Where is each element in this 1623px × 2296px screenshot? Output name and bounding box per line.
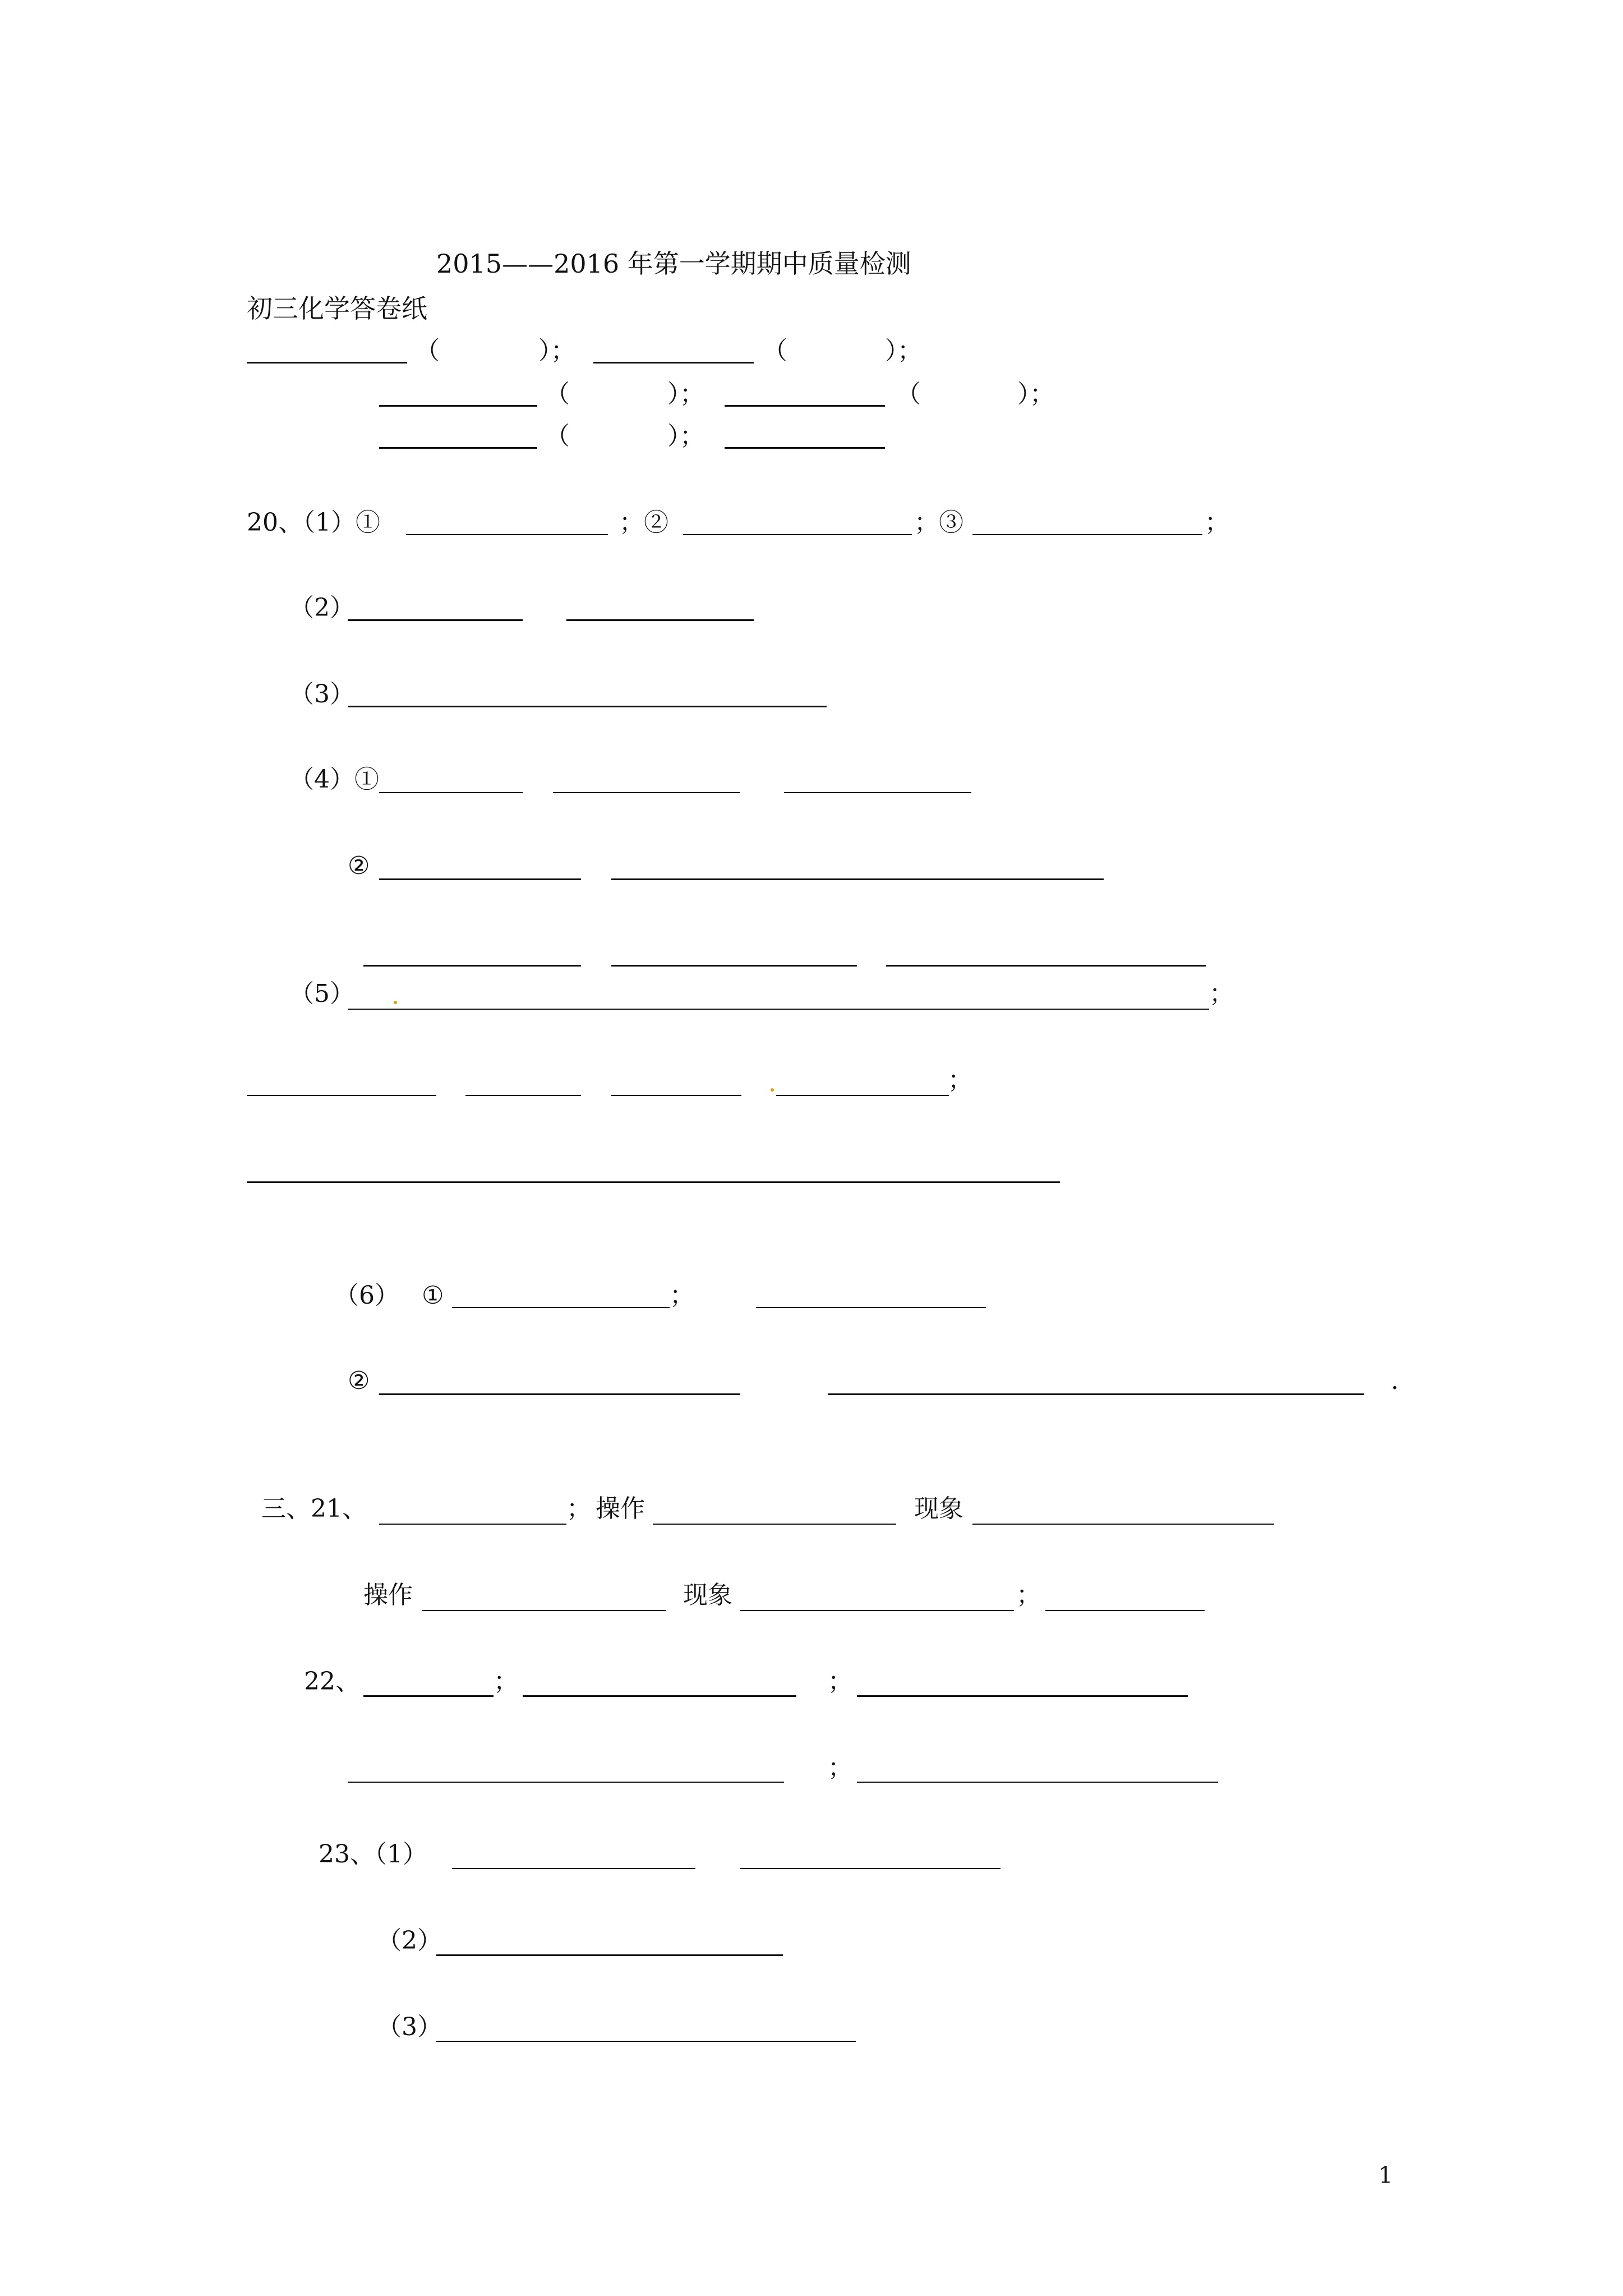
answer-blank[interactable]: [379, 405, 537, 407]
answer-blank[interactable]: [436, 1954, 783, 1956]
q21-sep: ；: [1016, 1581, 1041, 1609]
answer-blank[interactable]: [784, 792, 971, 793]
paren-open: （: [415, 337, 440, 365]
paren-close: ）；: [667, 422, 704, 450]
answer-blank[interactable]: [1045, 1610, 1205, 1611]
q21-sep: ；: [566, 1494, 591, 1523]
answer-blank[interactable]: [247, 362, 407, 364]
answer-blank[interactable]: [247, 1181, 1060, 1183]
phenomenon-label: 现象: [683, 1581, 732, 1609]
phenomenon-label: 现象: [914, 1494, 963, 1523]
answer-blank[interactable]: [363, 1695, 494, 1697]
answer-blank[interactable]: [611, 1095, 741, 1096]
paren-open: （: [545, 380, 570, 408]
answer-blank[interactable]: [972, 534, 1202, 535]
q22-label: 22、: [304, 1667, 360, 1696]
part-label: ①: [422, 1281, 444, 1310]
answer-blank[interactable]: [683, 534, 912, 535]
answer-blank[interactable]: [406, 534, 608, 535]
answer-blank[interactable]: [886, 965, 1206, 967]
part-label: （3）: [377, 2013, 442, 2041]
paren-open: （: [763, 337, 787, 365]
answer-blank[interactable]: [379, 792, 523, 793]
answer-blank[interactable]: [452, 1868, 695, 1869]
paren-open: （: [896, 380, 921, 408]
answer-blank[interactable]: [857, 1782, 1218, 1783]
q20-sep: ；③: [914, 508, 963, 537]
part-label: （4）①: [289, 765, 379, 794]
q22-sep: ；: [828, 1754, 852, 1782]
answer-blank[interactable]: [756, 1307, 986, 1308]
q20-end: .: [1391, 1366, 1399, 1395]
answer-blank[interactable]: [553, 792, 740, 793]
paren-close: ）；: [538, 337, 575, 365]
part-label: ②: [348, 852, 370, 880]
q22-sep: ；: [494, 1667, 518, 1696]
page-title: 2015——2016 年第一学期期中质量检测: [436, 249, 911, 279]
answer-blank[interactable]: [379, 1524, 566, 1525]
operation-label: 操作: [596, 1494, 645, 1523]
answer-blank[interactable]: [593, 362, 754, 364]
answer-blank[interactable]: [776, 1095, 949, 1096]
q20-sep: ；②: [619, 508, 668, 537]
q20-end: ；: [1205, 508, 1229, 537]
q20-end: ；: [1209, 979, 1234, 1008]
part-label: （5）: [289, 979, 354, 1008]
q20-label: 20、（1）①: [247, 508, 380, 537]
answer-blank[interactable]: [740, 1868, 1000, 1869]
paren-close: ）；: [885, 337, 922, 365]
q20-end: ；: [670, 1281, 694, 1310]
answer-blank[interactable]: [465, 1095, 581, 1096]
page-subtitle: 初三化学答卷纸: [247, 293, 427, 324]
answer-blank[interactable]: [828, 1393, 1364, 1395]
q22-sep: ；: [828, 1667, 852, 1696]
answer-blank[interactable]: [740, 1610, 1014, 1611]
page-number: 1: [1378, 2162, 1393, 2188]
answer-blank[interactable]: [363, 965, 581, 967]
answer-blank[interactable]: [972, 1524, 1274, 1525]
part-label: （3）: [289, 680, 354, 708]
answer-blank[interactable]: [436, 2041, 856, 2042]
answer-blank[interactable]: [857, 1695, 1188, 1697]
answer-blank[interactable]: [452, 1307, 670, 1308]
answer-blank[interactable]: [348, 706, 827, 707]
answer-blank[interactable]: [611, 878, 1104, 880]
part-label: ②: [348, 1366, 370, 1395]
answer-blank[interactable]: [653, 1524, 896, 1525]
paren-close: ）；: [1017, 380, 1054, 408]
answer-blank[interactable]: [348, 619, 523, 621]
q20-end: ；: [948, 1066, 972, 1094]
stray-mark: [771, 1088, 774, 1092]
answer-blank[interactable]: [379, 1393, 740, 1395]
answer-blank[interactable]: [566, 619, 754, 621]
q23-label: 23、（1）: [319, 1840, 427, 1869]
operation-label: 操作: [363, 1581, 413, 1609]
part-label: （6）: [334, 1281, 399, 1310]
answer-blank[interactable]: [523, 1695, 796, 1697]
part-label: （2）: [289, 593, 354, 622]
answer-blank[interactable]: [422, 1610, 666, 1611]
paren-open: （: [545, 422, 570, 450]
q21-label: 三、21、: [261, 1494, 367, 1523]
answer-blank[interactable]: [348, 1009, 1209, 1010]
answer-blank[interactable]: [247, 1095, 436, 1096]
answer-blank[interactable]: [725, 447, 885, 449]
answer-blank[interactable]: [379, 447, 537, 449]
answer-blank[interactable]: [725, 405, 885, 407]
answer-blank[interactable]: [348, 1782, 784, 1783]
paren-close: ）；: [667, 380, 704, 408]
answer-blank[interactable]: [379, 878, 581, 880]
answer-blank[interactable]: [611, 965, 857, 967]
part-label: （2）: [377, 1926, 442, 1955]
stray-mark: [394, 1001, 397, 1004]
